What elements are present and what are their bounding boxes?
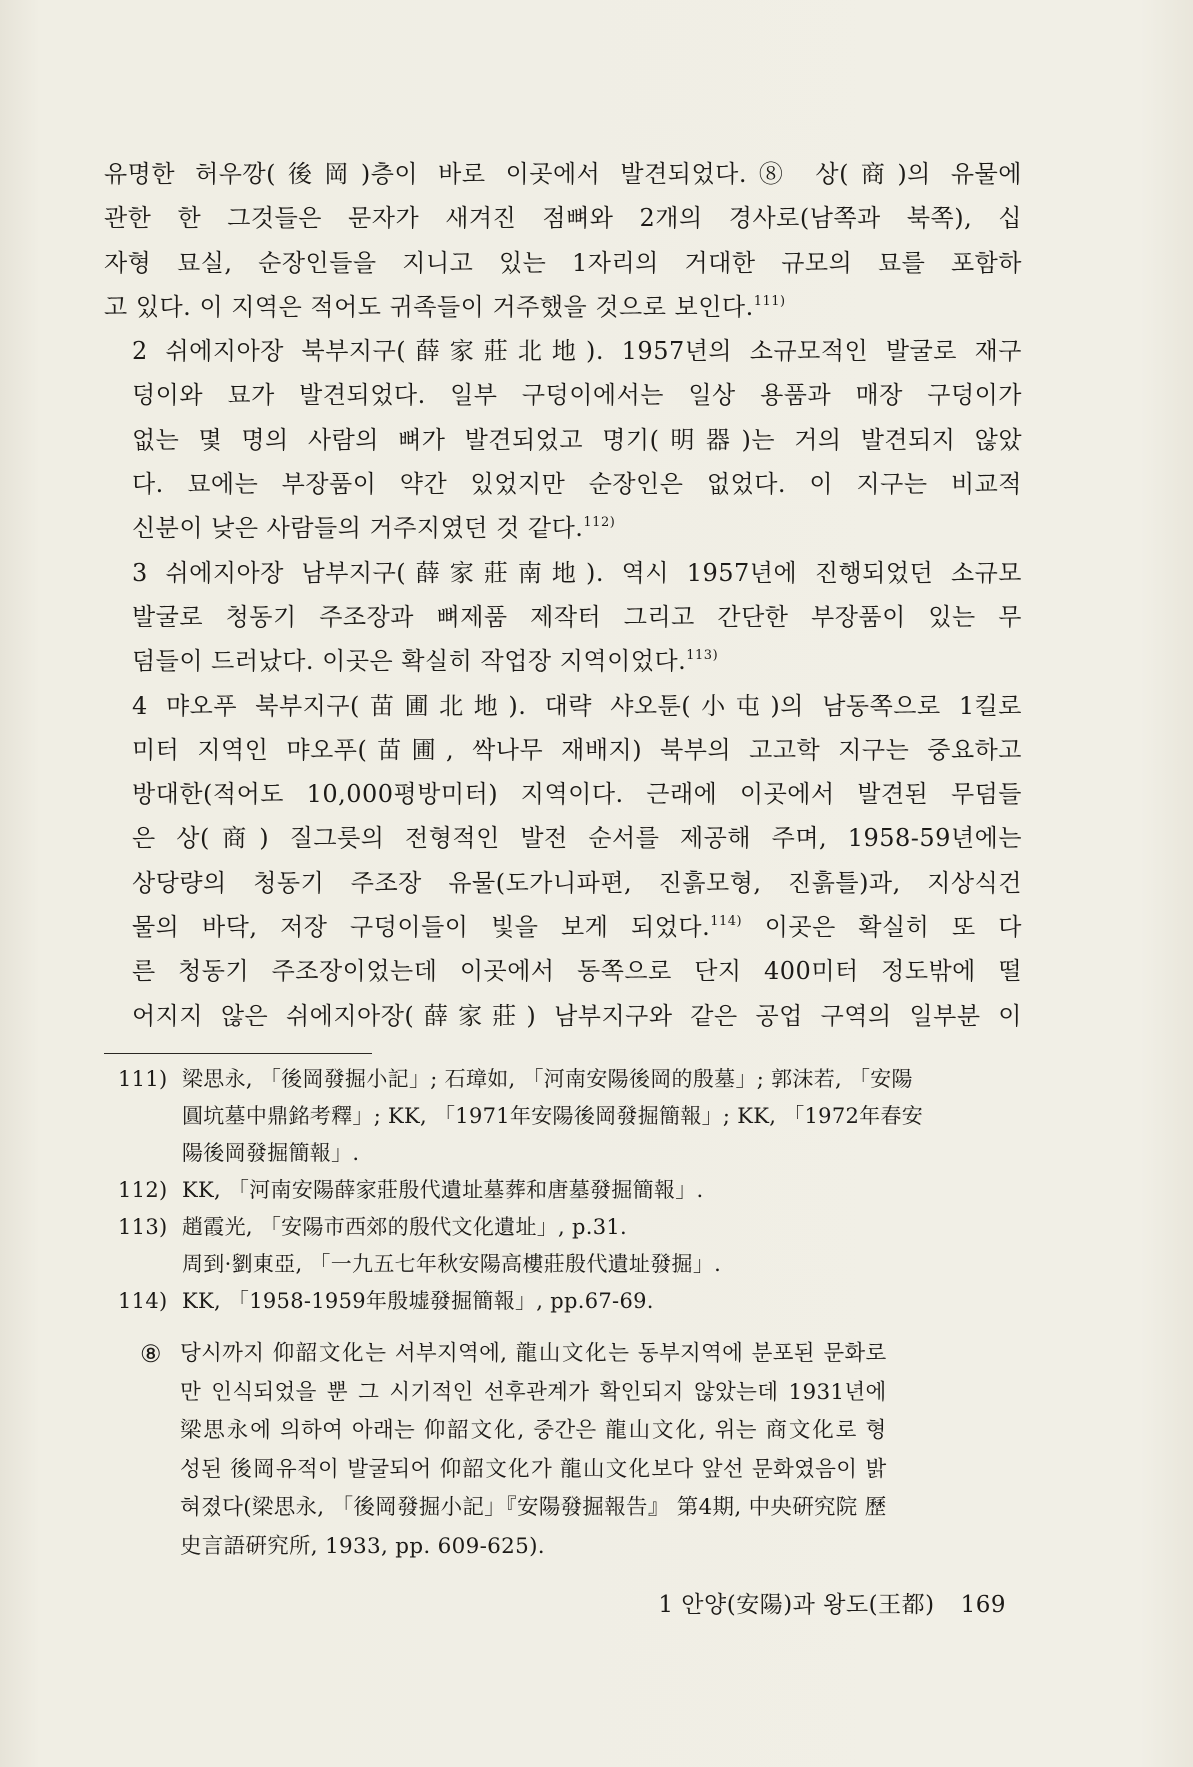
footnote-line: 趙霞光, 「安陽市西郊的殷代文化遺址」, p.31. [182, 1215, 628, 1239]
running-footer-title: 1 안양(安陽)과 왕도(王都) [658, 1592, 935, 1618]
footnote-line: 陽後岡發掘簡報」. [182, 1141, 360, 1165]
text-line [104, 639, 1022, 683]
footnote-line: 圓坑墓中鼎銘考釋」; KK, 「1971年安陽後岡發掘簡報」; KK, 「1972年春安 [182, 1104, 924, 1128]
footnotes [118, 1061, 1024, 1320]
editor-note-body [180, 1335, 887, 1566]
editor-note-line: 梁思永에 의하여 아래는 仰韶文化, 중간은 龍山文化, 위는 商文化로 형 [180, 1418, 887, 1443]
text-line: 어지지 않은 쉬에지아장(薛家莊) 남부지구와 같은 공업 구역의 일부분 이 [132, 1001, 1022, 1030]
text-line: 3 쉬에지아장 남부지구(薛家莊南地). 역시 1957년에 진행되었던 소규모 [132, 558, 1022, 587]
footnote-divider [104, 1053, 372, 1054]
footnote-line: 周到·劉東亞, 「一九五七年秋安陽高樓莊殷代遺址發掘」. [182, 1252, 722, 1276]
text-line-content: 덤들이 드러났다. 이곳은 확실히 작업장 지역이었다. [132, 647, 687, 676]
editor-note-line: 당시까지 仰韶文化는 서부지역에, 龍山文化는 동부지역에 분포된 문화로 [180, 1341, 887, 1366]
footnote-111 [118, 1061, 1024, 1172]
text-line: 방대한(적어도 10,000평방미터) 지역이다. 근래에 이곳에서 발견된 무덤들 [132, 780, 1022, 809]
footnote-line: 梁思永, 「後岡發掘小記」; 石璋如, 「河南安陽後岡的殷墓」; 郭沫若, 「安陽 [182, 1067, 913, 1091]
footnote-113 [118, 1209, 1024, 1283]
footnote-ref[interactable]: 111) [753, 293, 786, 309]
paragraph-1 [104, 152, 1022, 329]
footnote-number: 111) [118, 1067, 168, 1091]
text-line-content: 고 있다. 이 지역은 적어도 귀족들이 거주했을 것으로 보인다. [104, 292, 754, 321]
text-line: 자형 묘실, 순장인들을 지니고 있는 1자리의 거대한 규모의 묘를 포함하 [104, 248, 1022, 277]
footnote-line: KK, 「河南安陽薛家莊殷代遺址墓葬和唐墓發掘簡報」. [182, 1178, 704, 1202]
page-number: 169 [960, 1592, 1006, 1618]
footnote-114 [118, 1283, 1024, 1320]
footnote-body [182, 1283, 1024, 1320]
footnote-number: 113) [118, 1215, 168, 1239]
text-line: 없는 몇 명의 사람의 뼈가 발견되었고 명기(明器)는 거의 발견되지 않았 [132, 425, 1022, 454]
text-line: 다. 묘에는 부장품이 약간 있었지만 순장인은 없었다. 이 지구는 비교적 [132, 470, 1022, 499]
text-line: 미터 지역인 먀오푸(苗圃, 싹나무 재배지) 북부의 고고학 지구는 중요하고 [132, 735, 1022, 764]
text-line: 른 청동기 주조장이었는데 이곳에서 동쪽으로 단지 400미터 정도밖에 떨 [132, 957, 1022, 986]
text-line: 발굴로 청동기 주조장과 뼈제품 제작터 그리고 간단한 부장품이 있는 무 [132, 602, 1022, 631]
footnote-body [182, 1209, 1024, 1283]
main-text [104, 152, 1022, 1038]
footnote-ref[interactable]: 113) [686, 648, 719, 664]
text-line: 은 상(商) 질그릇의 전형적인 발전 순서를 제공해 주며, 1958-59년에는 [132, 824, 1022, 853]
editor-note-wrap [140, 1335, 1025, 1566]
page-footer [658, 1586, 1006, 1619]
text-line: 4 먀오푸 북부지구(苗圃北地). 대략 샤오툰(小屯)의 남동쪽으로 1킬로 [132, 691, 1022, 720]
footnote-ref[interactable]: 114) [710, 914, 743, 930]
footnote-number: 114) [118, 1289, 168, 1313]
editor-note-line: 史言語硏究所, 1933, pp. 609-625). [180, 1533, 545, 1559]
editor-note [140, 1335, 1025, 1566]
footnote-body [182, 1172, 1024, 1209]
text-line: 2 쉬에지아장 북부지구(薛家莊北地). 1957년의 소규모적인 발굴로 재구 [132, 337, 1022, 366]
editor-note-line: 만 인식되었을 뿐 그 시기적인 선후관계가 확인되지 않았는데 1931년에 [180, 1379, 887, 1405]
footnote-line: KK, 「1958-1959年殷墟發掘簡報」, pp.67-69. [182, 1289, 654, 1313]
footnote-body [182, 1061, 1024, 1172]
footnote-ref[interactable]: 112) [583, 515, 616, 531]
text-line: 덩이와 묘가 발견되었다. 일부 구덩이에서는 일상 용품과 매장 구덩이가 [132, 381, 1022, 410]
text-line [104, 905, 1022, 949]
paragraph-2 [104, 329, 1022, 550]
text-line: 관한 한 그것들은 문자가 새겨진 점뼈와 2개의 경사로(남쪽과 북쪽), 십 [104, 204, 1022, 233]
text-line-content: 신분이 낮은 사람들의 거주지였던 것 같다. [132, 514, 584, 543]
text-line: 상당량의 청동기 주조장 유물(도가니파편, 진흙모형, 진흙틀)과, 지상식건 [132, 868, 1022, 897]
paragraph-3 [104, 551, 1022, 684]
footnote-112 [118, 1172, 1024, 1209]
text-line [104, 506, 1022, 550]
text-line: 유명한 허우깡(後岡)층이 바로 이곳에서 발견되었다.⑧ 상(商)의 유물에 [104, 160, 1022, 188]
footnote-number: 112) [118, 1178, 168, 1202]
text-line-content: 이곳은 확실히 또 다 [742, 913, 1022, 942]
text-line [104, 285, 1022, 329]
editor-note-marker: ⑧ [140, 1340, 162, 1368]
editor-note-line: 성된 後岡유적이 발굴되어 仰韶文化가 龍山文化보다 앞선 문화였음이 밝 [180, 1456, 887, 1482]
editor-note-line: 혀졌다(梁思永, 「後岡發掘小記」『安陽發掘報告』 第4期, 中央硏究院 歷 [180, 1495, 887, 1520]
paragraph-4 [104, 684, 1022, 1038]
text-line-content: 물의 바닥, 저장 구덩이들이 빛을 보게 되었다. [132, 913, 711, 942]
